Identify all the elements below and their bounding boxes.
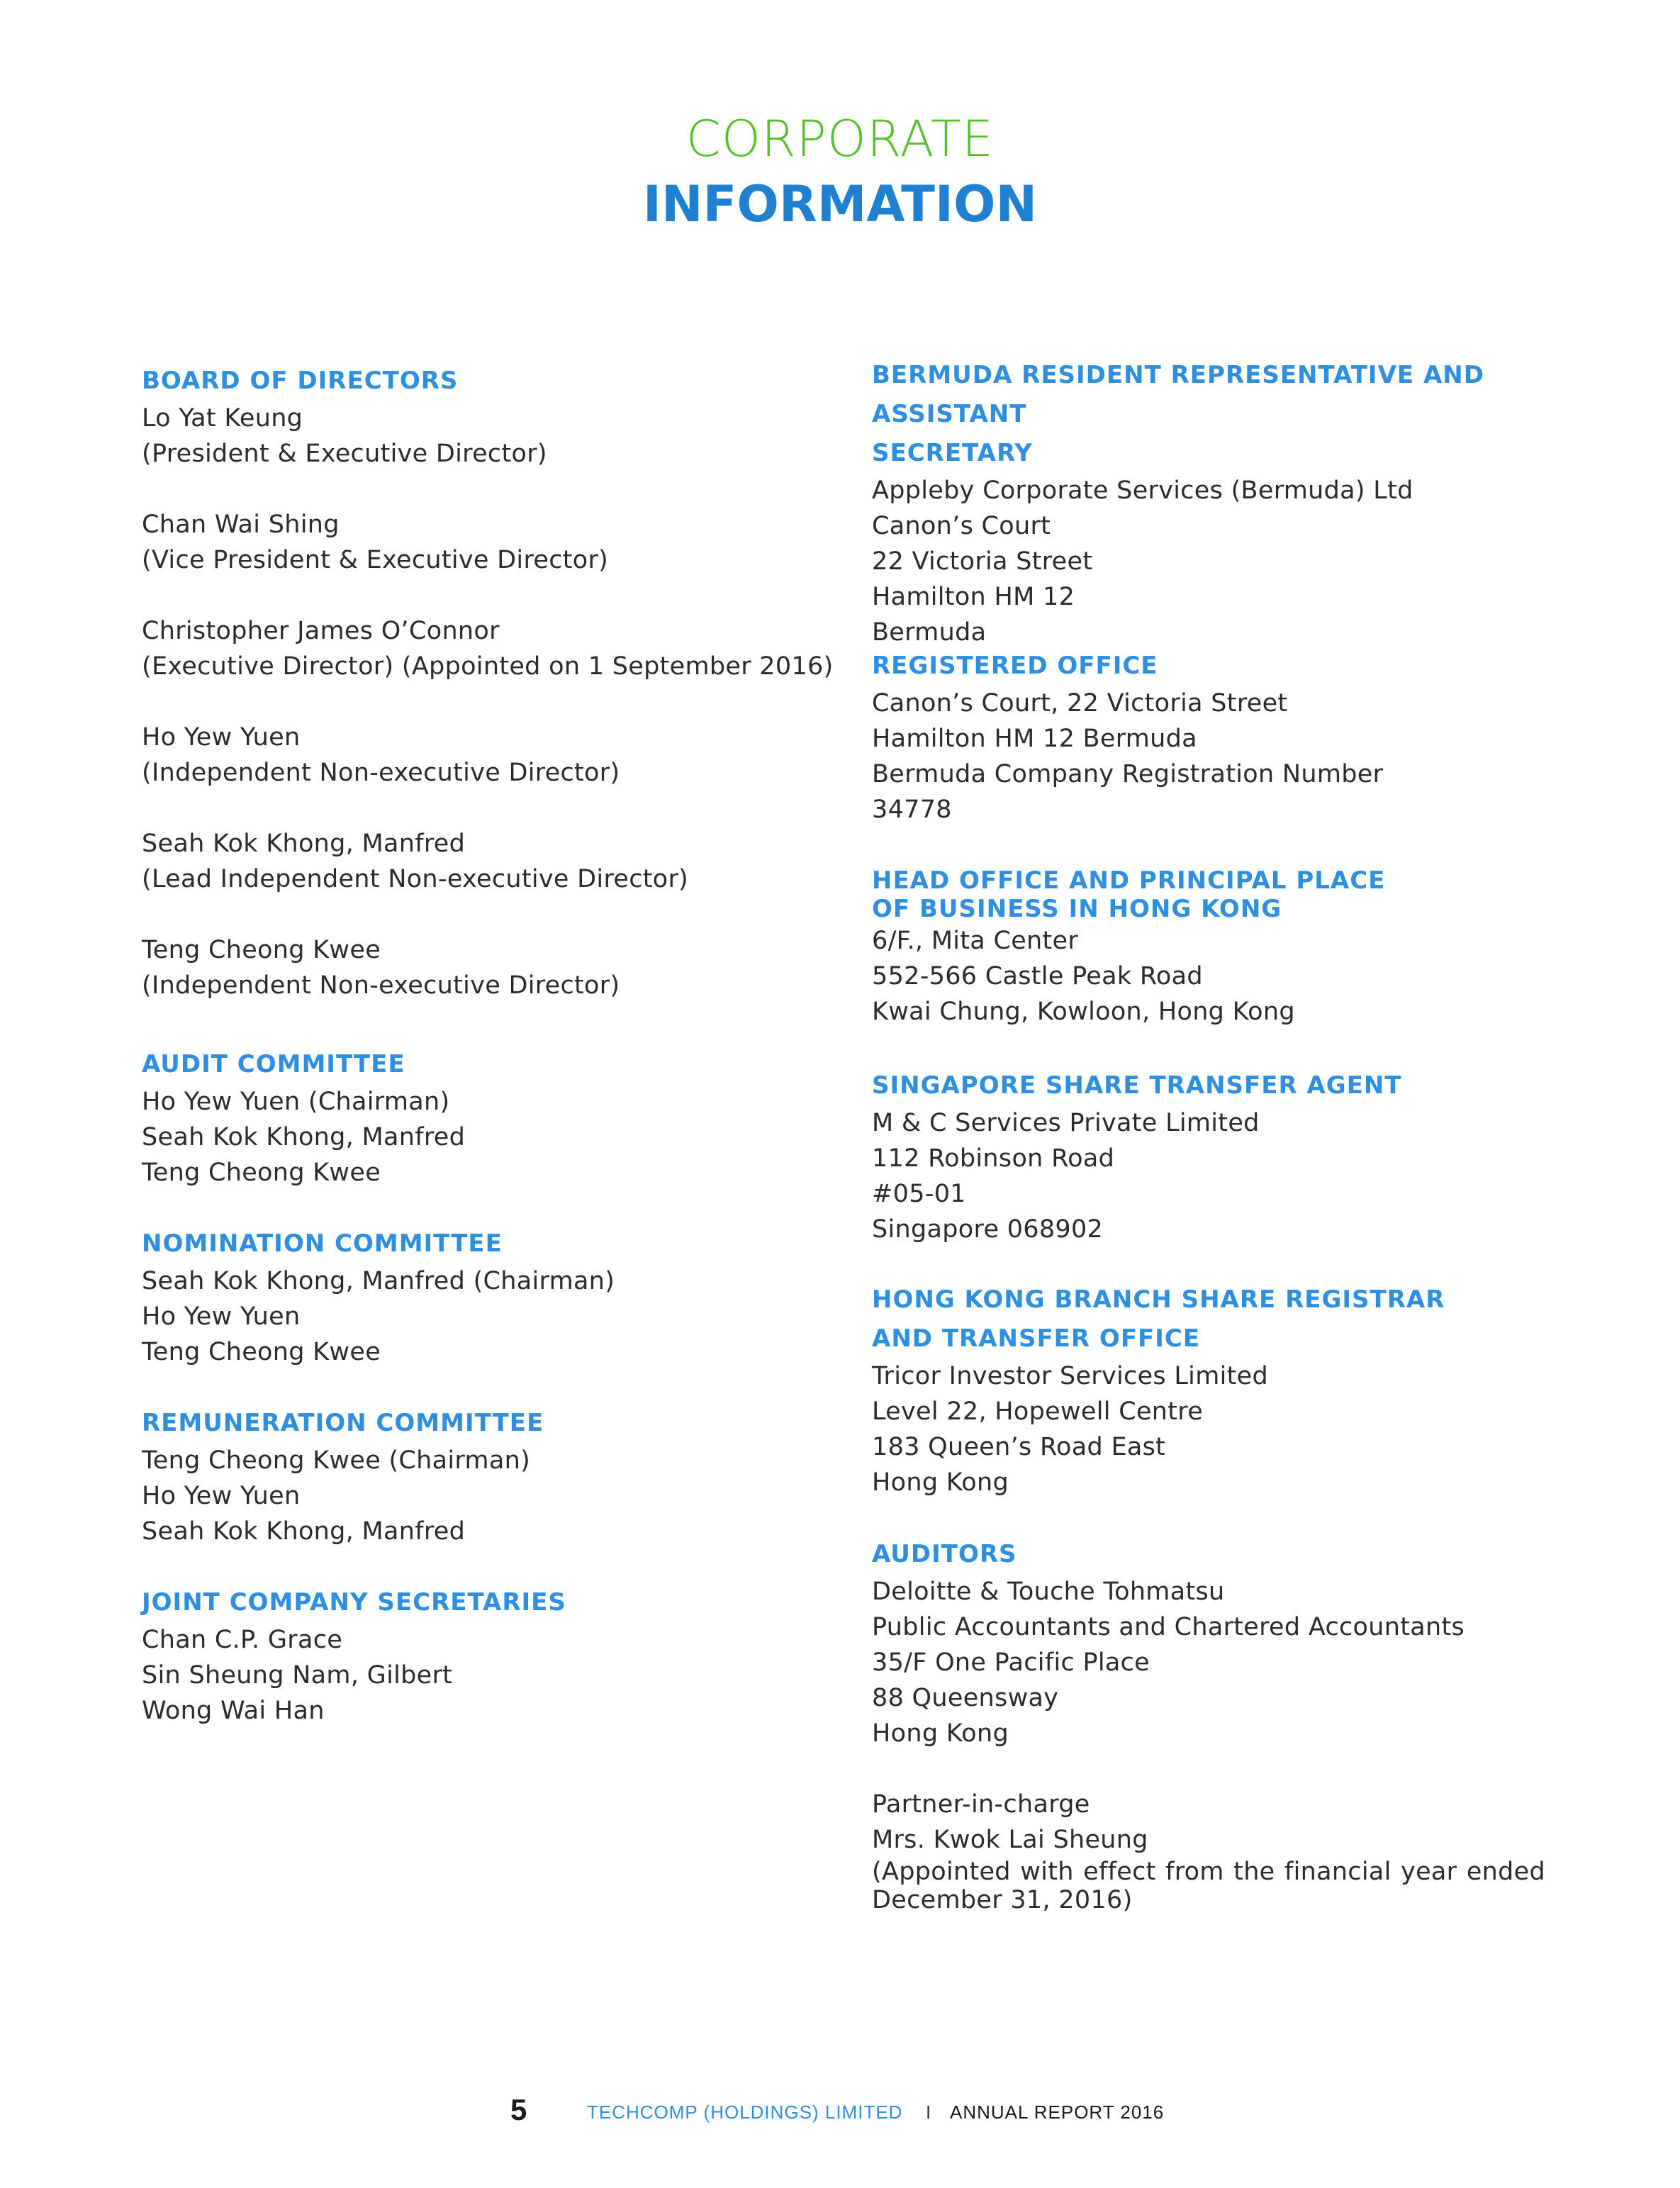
member: Ho Yew Yuen (Chairman): [142, 1088, 450, 1116]
section-heading: JOINT COMPANY SECRETARIES: [142, 1588, 566, 1617]
section-heading: REGISTERED OFFICE: [872, 652, 1158, 680]
address-line: Public Accountants and Chartered Accountants: [872, 1613, 1465, 1641]
address-line: 88 Queensway: [872, 1684, 1059, 1712]
partner-name: Mrs. Kwok Lai Sheung: [872, 1826, 1148, 1854]
page-title: [0, 106, 1680, 237]
address-line: Singapore 068902: [872, 1215, 1104, 1244]
address-line: M & C Services Private Limited: [872, 1109, 1260, 1137]
member: Wong Wai Han: [142, 1697, 325, 1725]
address-line: Kwai Chung, Kowloon, Hong Kong: [872, 998, 1295, 1026]
board-of-directors-section: [142, 362, 858, 1003]
address-line: Canon’s Court, 22 Victoria Street: [872, 689, 1288, 718]
joint-company-secretaries-section: [142, 1583, 858, 1729]
section-heading: HEAD OFFICE AND PRINCIPAL PLACE: [872, 866, 1386, 895]
member: Seah Kok Khong, Manfred: [142, 1123, 466, 1151]
address-line: 35/F One Pacific Place: [872, 1648, 1150, 1677]
director-name: Teng Cheong Kwee: [142, 936, 381, 964]
address-line: 6/F., Mita Center: [872, 927, 1079, 955]
address-line: Appleby Corporate Services (Bermuda) Ltd: [872, 476, 1413, 505]
director-name: Lo Yat Keung: [142, 404, 303, 432]
bermuda-representative-section: [872, 356, 1545, 650]
member: Ho Yew Yuen: [142, 1482, 301, 1510]
director-name: Chan Wai Shing: [142, 510, 340, 539]
page-number: 5: [510, 2093, 527, 2126]
director-name: Seah Kok Khong, Manfred: [142, 830, 466, 858]
address-line: 112 Robinson Road: [872, 1144, 1115, 1173]
address-line: 552-566 Castle Peak Road: [872, 962, 1203, 990]
address-line: Canon’s Court: [872, 512, 1051, 540]
address-line: 34778: [872, 796, 952, 824]
section-heading: AUDIT COMMITTEE: [142, 1050, 405, 1078]
address-line: Bermuda: [872, 618, 987, 647]
remuneration-committee-section: [142, 1404, 858, 1549]
page-footer: [0, 2093, 1680, 2128]
address-line: #05-01: [872, 1180, 966, 1208]
director-role: (Executive Director) (Appointed on 1 September 2016): [142, 652, 834, 681]
director-role: (President & Executive Director): [142, 440, 547, 468]
director-role: (Vice President & Executive Director): [142, 546, 609, 574]
section-heading: BOARD OF DIRECTORS: [142, 367, 459, 395]
director-role: (Lead Independent Non-executive Director): [142, 865, 689, 893]
title-line-1: CORPORATE: [685, 110, 995, 168]
partner-label: Partner-in-charge: [872, 1790, 1090, 1819]
address-line: Level 22, Hopewell Centre: [872, 1397, 1204, 1426]
address-line: Bermuda Company Registration Number: [872, 760, 1384, 788]
head-office-section: [872, 866, 1545, 1029]
section-heading: AND TRANSFER OFFICE: [872, 1324, 1201, 1353]
footer-report: ANNUAL REPORT 2016: [950, 2102, 1165, 2123]
registered-office-section: [872, 647, 1545, 827]
section-heading: SECRETARY: [872, 439, 1033, 467]
address-line: Hamilton HM 12 Bermuda: [872, 725, 1197, 753]
member: Seah Kok Khong, Manfred: [142, 1517, 466, 1546]
director-role: (Independent Non-executive Director): [142, 759, 620, 787]
member: Teng Cheong Kwee: [142, 1159, 381, 1187]
member: Teng Cheong Kwee (Chairman): [142, 1446, 531, 1475]
section-heading: NOMINATION COMMITTEE: [142, 1229, 503, 1258]
section-heading: SINGAPORE SHARE TRANSFER AGENT: [872, 1071, 1402, 1100]
address-line: Tricor Investor Services Limited: [872, 1362, 1268, 1390]
section-heading: BERMUDA RESIDENT REPRESENTATIVE AND ASSISTANT: [872, 361, 1484, 428]
director-role: (Independent Non-executive Director): [142, 971, 620, 1000]
audit-committee-section: [142, 1045, 858, 1190]
member: Chan C.P. Grace: [142, 1626, 343, 1654]
nomination-committee-section: [142, 1224, 858, 1370]
partner-note: (Appointed with effect from the financial year ended December 31, 2016): [872, 1858, 1545, 1914]
hong-kong-registrar-section: [872, 1280, 1545, 1500]
section-heading: REMUNERATION COMMITTEE: [142, 1409, 544, 1437]
member: Sin Sheung Nam, Gilbert: [142, 1661, 453, 1690]
section-heading: OF BUSINESS IN HONG KONG: [872, 895, 1282, 923]
director-name: Ho Yew Yuen: [142, 723, 301, 752]
address-line: 183 Queen’s Road East: [872, 1433, 1166, 1461]
auditors-section: [872, 1535, 1545, 1914]
section-heading: AUDITORS: [872, 1540, 1017, 1568]
singapore-transfer-agent-section: [872, 1066, 1545, 1247]
address-line: 22 Victoria Street: [872, 547, 1093, 576]
footer-separator: I: [926, 2102, 931, 2123]
footer-company: TECHCOMP (HOLDINGS) LIMITED: [587, 2102, 903, 2123]
director-name: Christopher James O’Connor: [142, 617, 500, 645]
member: Seah Kok Khong, Manfred (Chairman): [142, 1267, 615, 1295]
title-line-2: INFORMATION: [642, 175, 1038, 233]
member: Ho Yew Yuen: [142, 1302, 301, 1331]
address-line: Deloitte & Touche Tohmatsu: [872, 1578, 1225, 1606]
member: Teng Cheong Kwee: [142, 1338, 381, 1366]
address-line: Hong Kong: [872, 1468, 1009, 1497]
address-line: Hong Kong: [872, 1719, 1009, 1748]
section-heading: HONG KONG BRANCH SHARE REGISTRAR: [872, 1285, 1445, 1314]
address-line: Hamilton HM 12: [872, 583, 1075, 611]
